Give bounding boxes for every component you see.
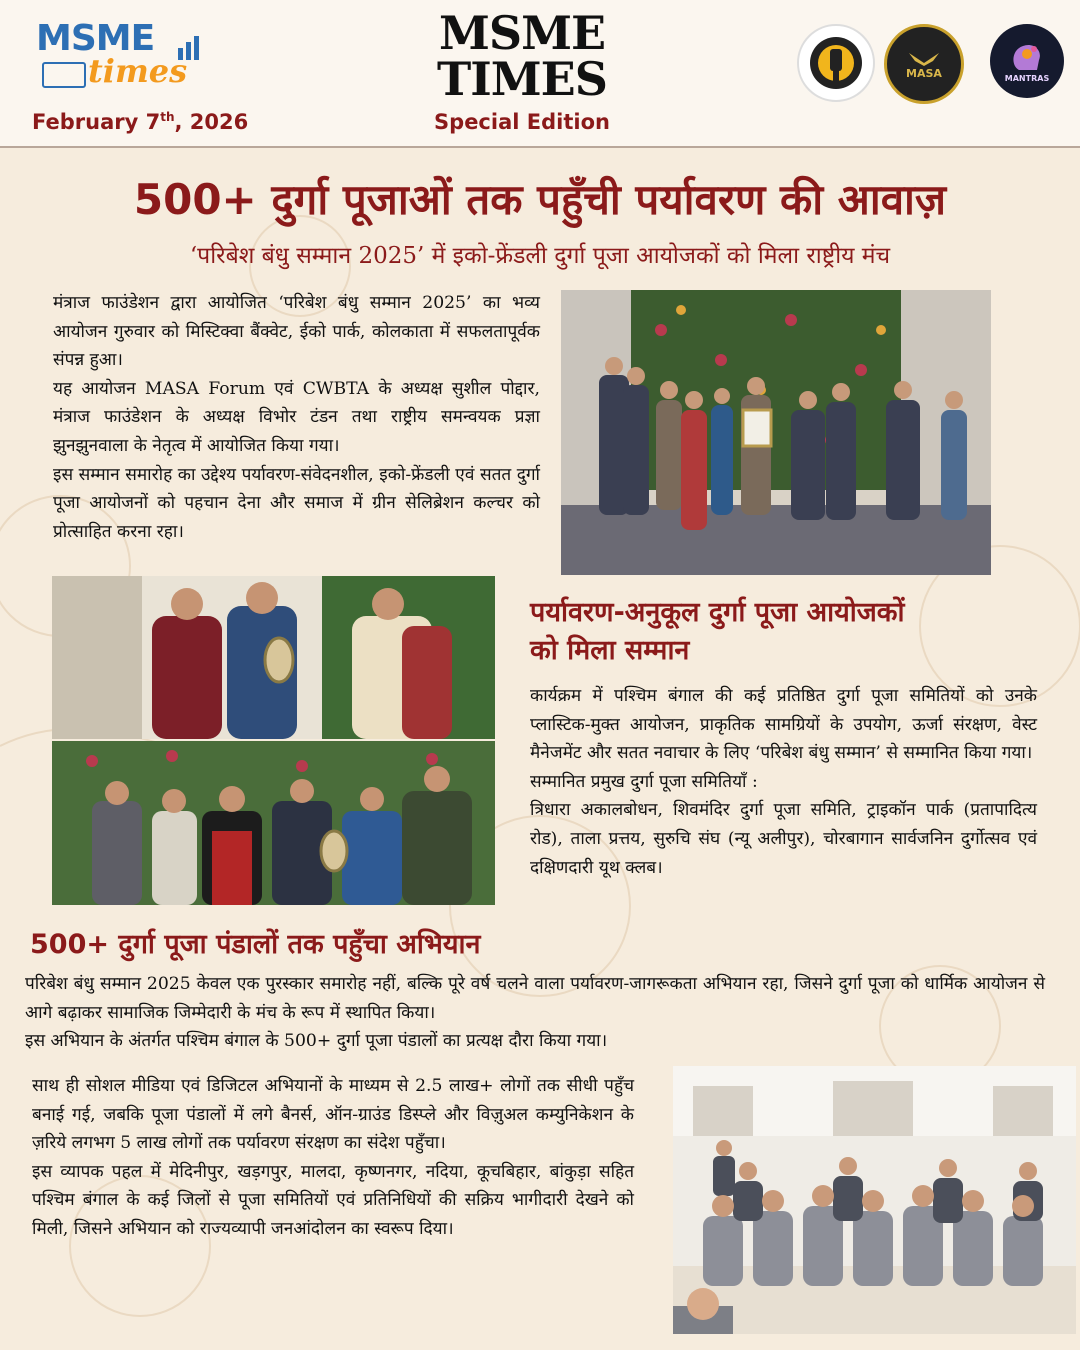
intro-text <box>53 289 540 546</box>
section-eco-awards-text <box>530 682 1037 882</box>
head-gear-icon <box>1007 40 1047 74</box>
newspaper-icon <box>42 62 86 88</box>
intro-paragraph: इस सम्मान समारोह का उद्देश्य पर्यावरण-संवेदनशील, इको-फ्रेंडली एवं सतत दुर्गा पूजा आयोजनों को पहचान देना और समाज में ग्रीन सेलिब्रेशन कल्चर को प्रोत्साहित करना रहा। <box>53 464 540 542</box>
main-headline: 500+ दुर्गा पूजाओं तक पहुँची पर्यावरण की आवाज़ <box>133 175 947 224</box>
award-handover-photo-2 <box>52 741 495 905</box>
award-ceremony-photo <box>561 290 991 575</box>
masa-logo <box>884 24 964 104</box>
masthead-title <box>400 6 644 106</box>
edition-label: Special Edition <box>434 110 610 134</box>
section-heading-campaign: 500+ दुर्गा पूजा पंडालों तक पहुँचा अभियान <box>30 929 481 960</box>
my-power-brand-logo <box>797 24 875 102</box>
msme-times-logo <box>36 18 196 90</box>
awardees-title: सम्मानित प्रमुख दुर्गा पूजा समितियाँ : <box>530 771 758 792</box>
intro-paragraph: यह आयोजन MASA Forum एवं CWBTA के अध्यक्ष सुशील पोद्दार, मंत्राज फाउंडेशन के अध्यक्ष विभोर टंडन तथा राष्ट्रीय समन्वयक प्रज्ञा झुनझुनवाला के नेतृत्व में आयोजित किया गया। <box>53 378 540 456</box>
issue-date <box>32 110 248 134</box>
date-main: February 7 <box>32 110 161 134</box>
section-paragraph: कार्यक्रम में पश्चिम बंगाल की कई प्रतिष्ठित दुर्गा पूजा समितियों को उनके प्लास्टिक-मुक्त आयोजन, प्राकृतिक सामग्रियों के उपयोग, ऊर्जा संरक्षण, वेस्ट मैनेजमेंट और सतत नवाचार के लिए ‘परिबेश बंधु सम्मान’ से सम्मानित किया गया। <box>530 686 1037 764</box>
campaign-paragraph: इस अभियान के अंतर्गत पश्चिम बंगाल के 500+ दुर्गा पूजा पंडालों का प्रत्यक्ष दौरा किया गया। <box>25 1031 608 1052</box>
fist-icon <box>806 33 866 93</box>
mantras-logo <box>990 24 1064 98</box>
audience-photo <box>673 1066 1076 1334</box>
campaign-text-left <box>32 1072 634 1244</box>
heading-line: को मिला सम्मान <box>530 635 690 666</box>
date-suffix: th <box>160 110 175 124</box>
award-handover-photo-1 <box>52 576 495 739</box>
campaign-paragraph: साथ ही सोशल मीडिया एवं डिजिटल अभियानों के माध्यम से 2.5 लाख+ लोगों तक सीधी पहुँच बनाई गई, जबकि पूजा पंडालों में लगे बैनर्स, ऑन-ग्राउंड डिस्प्ले और विज़ुअल कम्युनिकेशन के ज़रिये लगभग 5 लाख लोगों तक पर्यावरण संरक्षण का संदेश पहुँचा। <box>32 1076 634 1154</box>
masthead-line-1: MSME <box>438 6 606 60</box>
masa-label: MASA <box>906 66 942 80</box>
logo-msme-text: MSME <box>36 18 155 59</box>
campaign-text-full <box>25 970 1045 1056</box>
masthead-header <box>0 0 1080 148</box>
heading-line: पर्यावरण-अनुकूल दुर्गा पूजा आयोजकों <box>530 597 905 628</box>
date-year: , 2026 <box>174 110 249 134</box>
intro-paragraph: मंत्राज फाउंडेशन द्वारा आयोजित ‘परिबेश बंधु सम्मान 2025’ का भव्य आयोजन गुरुवार को मिस्टिक्वा बैंक्वेट, ईको पार्क, कोलकाता में सफलतापूर्वक संपन्न हुआ। <box>53 293 540 371</box>
section-heading-eco-awards <box>530 594 1050 670</box>
campaign-paragraph: परिबेश बंधु सम्मान 2025 केवल एक पुरस्कार समारोह नहीं, बल्कि पूरे वर्ष चलने वाला पर्यावरण-जागरूकता अभियान रहा, जिसने दुर्गा पूजा को धार्मिक आयोजन से आगे बढ़ाकर सामाजिक जिम्मेदारी के मंच के रूप में स्थापित किया। <box>25 974 1045 1023</box>
awardees-list: त्रिधारा अकालबोधन, शिवमंदिर दुर्गा पूजा समिति, ट्राइकॉन पार्क (प्रतापादित्य रोड), ताला प्रत्तय, सुरुचि संघ (न्यू अलीपुर), चोरबागान सार्वजनिन दुर्गोत्सव एवं दक्षिणदारी यूथ क्लब। <box>530 800 1037 878</box>
mantras-label: MANTRAS <box>1004 73 1050 83</box>
masthead-line-2: TIMES <box>437 52 607 106</box>
sub-headline: ‘परिबेश बंधु सम्मान 2025’ में इको-फ्रेंडली दुर्गा पूजा आयोजकों को मिला राष्ट्रीय मंच <box>189 243 891 269</box>
eagle-icon <box>907 49 941 67</box>
logo-times-text: times <box>88 52 188 90</box>
campaign-paragraph: इस व्यापक पहल में मेदिनीपुर, खड़गपुर, मालदा, कृष्णनगर, नदिया, कूचबिहार, बांकुड़ा सहित पश्चिम बंगाल के कई जिलों से पूजा समितियों एवं प्रतिनिधियों की सक्रिय भागीदारी देखने को मिली, जिसने अभियान को राज्यव्यापी जनआंदोलन का स्वरूप दिया। <box>32 1161 634 1239</box>
